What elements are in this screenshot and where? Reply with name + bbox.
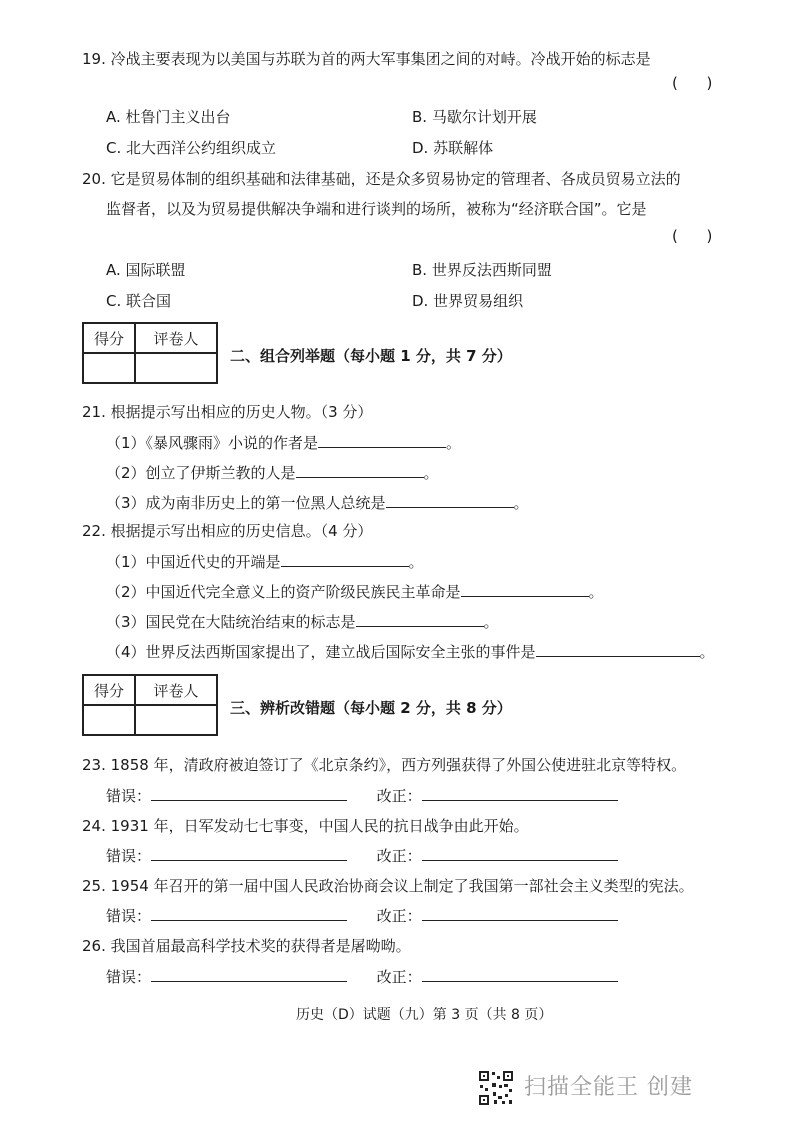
- q22-item-1: [106, 551, 424, 572]
- grader-cell[interactable]: [135, 353, 217, 383]
- q20-option-c: C. 联合国: [106, 292, 172, 310]
- q22-item-2: [106, 581, 604, 602]
- q21-item-3: [106, 492, 529, 513]
- q22-answer-blank-1[interactable]: [281, 552, 409, 567]
- q22-item-4-text: （4）世界反法西斯国家提出了，建立战后国际安全主张的事件是: [106, 643, 536, 661]
- section3-title: 三、辨析改错题（每小题 2 分，共 8 分）: [230, 699, 512, 717]
- q22-item-4: [106, 641, 715, 662]
- q19-option-c: C. 北大西洋公约组织成立: [106, 139, 277, 157]
- q23-fix-blank[interactable]: [422, 786, 618, 801]
- q21-answer-blank-3[interactable]: [386, 493, 514, 508]
- q22-item-2-end: 。: [588, 583, 604, 601]
- qr-code-icon: [478, 1070, 514, 1106]
- q20-option-b: B. 世界反法西斯同盟: [412, 261, 552, 279]
- q22-answer-blank-3[interactable]: [356, 612, 484, 627]
- grader-header: 评卷人: [135, 323, 217, 353]
- grader-cell[interactable]: [135, 705, 217, 735]
- q23-stem: 23. 1858 年，清政府被迫签订了《北京条约》，西方列强获得了外国公使进驻北京等特权。: [82, 756, 687, 774]
- q20-option-d: D. 世界贸易组织: [412, 292, 524, 310]
- q20-stem-line1: 20. 它是贸易体制的组织基础和法律基础，还是众多贸易协定的管理者、各成员贸易立法的: [82, 170, 681, 188]
- fix-label: 改正：: [376, 968, 422, 986]
- q19-option-d: D. 苏联解体: [412, 139, 494, 157]
- error-label: 错误：: [106, 847, 152, 865]
- q24-stem: 24. 1931 年，日军发动七七事变，中国人民的抗日战争由此开始。: [82, 817, 529, 835]
- q21-item-3-end: 。: [513, 494, 529, 512]
- q26-stem: 26. 我国首届最高科学技术奖的获得者是屠呦呦。: [82, 937, 411, 955]
- fix-label: 改正：: [376, 847, 422, 865]
- score-header: 得分: [83, 675, 135, 705]
- fix-label: 改正：: [376, 907, 422, 925]
- q22-answer-blank-4[interactable]: [536, 642, 700, 657]
- q22-stem: 22. 根据提示写出相应的历史信息。（4 分）: [82, 522, 373, 540]
- q21-answer-blank-2[interactable]: [296, 463, 424, 478]
- q26-error-blank[interactable]: [151, 967, 347, 982]
- q20-option-a: A. 国际联盟: [106, 261, 186, 279]
- scanner-watermark: 扫描全能王 创建: [524, 1075, 693, 1100]
- q24-error-blank[interactable]: [151, 846, 347, 861]
- q19-option-b: B. 马歇尔计划开展: [412, 108, 537, 126]
- q22-item-1-text: （1）中国近代史的开端是: [106, 553, 281, 571]
- q21-item-1-end: 。: [446, 434, 462, 452]
- error-label: 错误：: [106, 968, 152, 986]
- q24-answer-row: [106, 845, 618, 866]
- q22-item-3-end: 。: [483, 613, 499, 631]
- section2-title: 二、组合列举题（每小题 1 分，共 7 分）: [230, 347, 512, 365]
- q21-item-1: [106, 432, 461, 453]
- score-cell[interactable]: [83, 353, 135, 383]
- error-label: 错误：: [106, 907, 152, 925]
- grader-header: 评卷人: [135, 675, 217, 705]
- q25-error-blank[interactable]: [151, 906, 347, 921]
- q25-answer-row: [106, 905, 618, 926]
- score-cell[interactable]: [83, 705, 135, 735]
- q21-item-2: [106, 462, 439, 483]
- q25-fix-blank[interactable]: [422, 906, 618, 921]
- q21-item-2-text: （2）创立了伊斯兰教的人是: [106, 464, 296, 482]
- q19-answer-paren: ( ): [672, 74, 713, 92]
- fix-label: 改正：: [376, 787, 422, 805]
- page-footer: 历史（D）试题（九）第 3 页（共 8 页）: [296, 1007, 553, 1023]
- q24-fix-blank[interactable]: [422, 846, 618, 861]
- q21-item-1-text: （1）《暴风骤雨》小说的作者是: [106, 434, 319, 452]
- q19-stem: 19. 冷战主要表现为以美国与苏联为首的两大军事集团之间的对峙。冷战开始的标志是: [82, 50, 651, 68]
- q19-option-a: A. 杜鲁门主义出台: [106, 108, 231, 126]
- q23-answer-row: [106, 785, 618, 806]
- q22-item-3: [106, 611, 499, 632]
- q20-answer-paren: ( ): [672, 227, 713, 245]
- q22-item-2-text: （2）中国近代完全意义上的资产阶级民族民主革命是: [106, 583, 461, 601]
- score-header: 得分: [83, 323, 135, 353]
- q22-item-4-end: 。: [699, 643, 715, 661]
- score-table-section3: [82, 674, 218, 736]
- q26-fix-blank[interactable]: [422, 967, 618, 982]
- q22-item-3-text: （3）国民党在大陆统治结束的标志是: [106, 613, 356, 631]
- q26-answer-row: [106, 966, 618, 987]
- q21-item-3-text: （3）成为南非历史上的第一位黑人总统是: [106, 494, 386, 512]
- error-label: 错误：: [106, 787, 152, 805]
- q21-item-2-end: 。: [423, 464, 439, 482]
- q21-stem: 21. 根据提示写出相应的历史人物。（3 分）: [82, 403, 373, 421]
- q22-item-1-end: 。: [408, 553, 424, 571]
- q20-stem-line2: 监督者，以及为贸易提供解决争端和进行谈判的场所，被称为“经济联合国”。它是: [106, 200, 647, 218]
- score-table-section2: [82, 322, 218, 384]
- q21-answer-blank-1[interactable]: [318, 433, 446, 448]
- q23-error-blank[interactable]: [151, 786, 347, 801]
- q22-answer-blank-2[interactable]: [461, 582, 589, 597]
- q25-stem: 25. 1954 年召开的第一届中国人民政治协商会议上制定了我国第一部社会主义类型的宪法。: [82, 877, 694, 895]
